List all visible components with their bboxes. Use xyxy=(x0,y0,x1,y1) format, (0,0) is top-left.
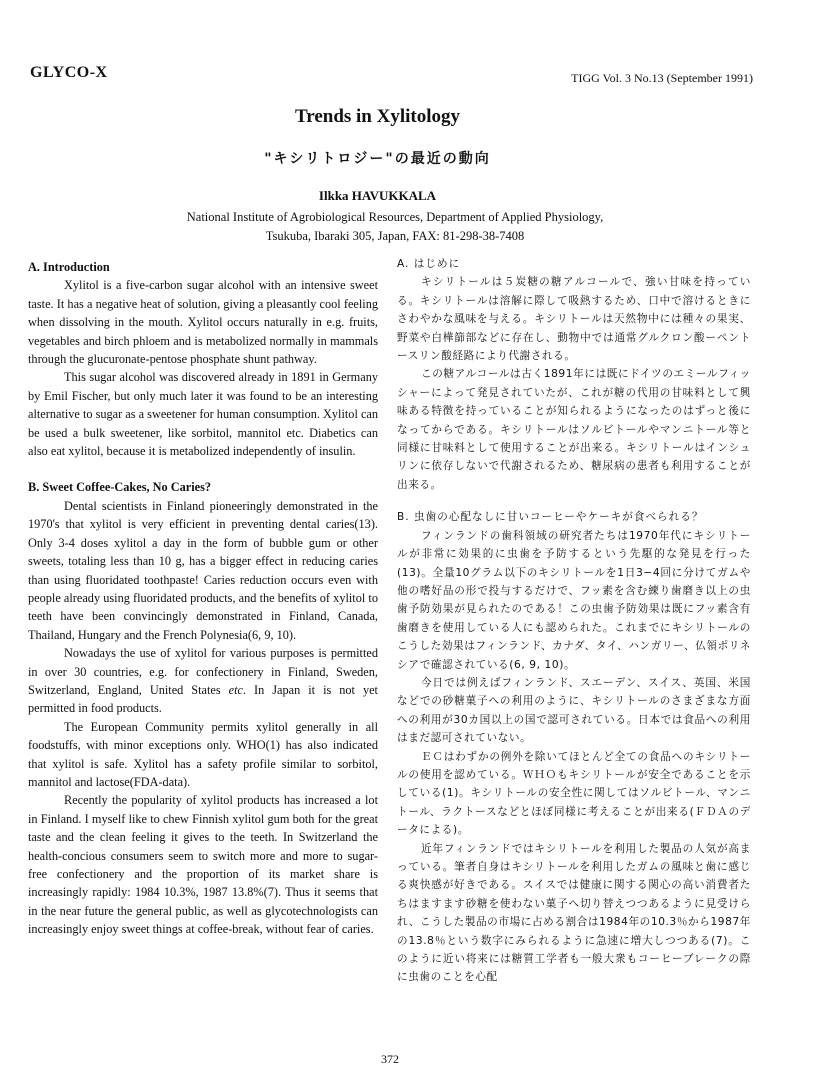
section-b-heading: B. Sweet Coffee-Cakes, No Caries? xyxy=(28,480,212,495)
section-a-heading-jp: A. はじめに xyxy=(397,258,461,270)
issue-info: TIGG Vol. 3 No.13 (September 1991) xyxy=(571,71,753,85)
paragraph: The European Community permits xylitol generally in all foodstuffs, with minor exceptions only. WHO(1) has also indicated that xylitol is safe. Xylitol has a safety profile similar to sorbitol, mannitol and lactose(FDA-data). xyxy=(28,719,378,789)
paragraph: This sugar alcohol was discovered already in 1891 in Germany by Emil Fischer, but only much later it was found to be an interesting alternative to sugar as a sweetener for human consumption. Xylitol can be used a bulk sweetener, like sorbitol, mannitol etc. Diabetics can also eat xylitol, because it is metabolized independently of insulin. xyxy=(28,370,379,459)
paragraph-jp: 近年フィンランドではキシリトールを利用した製品の人気が高まっている。筆者自身はキシリトールを利用したガムの風味と歯に感じる爽快感が好きである。スイスでは健康に関する関心の高い消費者たちはますます砂糖を使わない菓子へ切り替えつつあるように見受けられ、こうした製品の市場に占める割合は1984年の10.3％から1987年の13.8％という数字にみられるように急速に増大しつつある(7)。このように近い将来には糖質工学者も一般大衆もコーヒーブレークの際に虫歯のことを心配 xyxy=(397,842,751,984)
paragraph xyxy=(28,644,378,718)
paragraph-jp: キシリトールは５炭糖の糖アルコールで、強い甘味を持っている。キシリトールは溶解に際して吸熱するため、口中で溶けるときにさわやかな風味を与える。キシリトールは天然物中には種々の果実、野菜や白樺篩部などに存在し、動物中では通常グルクロン酸ーペントースリン酸経路により代謝される。 xyxy=(397,276,751,363)
article-title: Trends in Xylitology xyxy=(294,106,461,127)
english-column xyxy=(28,258,378,939)
author: Ilkka HAVUKKALA xyxy=(318,188,437,203)
affiliation xyxy=(0,208,790,246)
affiliation-line-2: Tsukuba, Ibaraki 305, Japan, FAX: 81-298-38-7408 xyxy=(265,229,525,243)
page-number: 372 xyxy=(381,1052,399,1066)
paragraph: Dental scientists in Finland pioneeringly demonstrated in the 1970's that xylitol is very efficient in preventing dental caries(13). Only 3-4 doses xylitol a day in the form of bubble gum or other sweets, totaling less than 10 g, has a bigger effect in reducing caries than using fluoridated toothpaste! Caries reduction occurs even with people already using fluoridated products, and the benefits of xylitol to teeth have been convincingly demonstrated in Finland, Canada, Thailand, Hungary and the French Polynesia(6, 9, 10). xyxy=(28,498,378,642)
paragraph-jp: 今日では例えばフィンランド、スエーデン、スイス、英国、米国などでの砂糖菓子への利用のように、キシリトールのさまざまな方面への利用が30カ国以上の国で認可されている。日本では食品への利用はまだ認可されていない。 xyxy=(397,676,751,745)
japanese-title: "キシリトロジー"の最近の動向 xyxy=(264,151,491,167)
section-gap xyxy=(397,494,751,508)
emphasis-etc: etc xyxy=(228,682,243,697)
journal-name: GLYCO-X xyxy=(30,64,108,81)
paragraph-text: Nowadays the use of xylitol for various purposes is permitted in over 30 countries, e.g. for confectionery in Finland, Sweden, Switzerland, England, United States xyxy=(28,646,378,697)
paragraph: Xylitol is a five-carbon sugar alcohol with an intensive sweet taste. It has a negative heat of solution, giving a pleasantly cool feeling when dissolving in the mouth. Xylitol occurs naturally in e.g. fruits, vegetables and birch phloem and is metabolized normally in mammals through the glucuronate-pentose phosphate shunt pathway. xyxy=(28,278,378,367)
paragraph: Recently the popularity of xylitol products has increased a lot in Finland. I myself like to chew Finnish xylitol gum both for the great taste and the clean feeling it gives to the teeth. In Switzerland the health-concious consumers seem to switch more and more to sugar-free confectionery and the proportion of its market share is increasingly rapidly: 1984 10.3%, 1987 13.8%(7). Thus it seems that in the near future the general public, as well as glycotechnologists can increasingly enjoy sweet things at coffee-break, without fear of caries. xyxy=(28,793,378,937)
paragraph-jp: この糖アルコールは古く1891年には既にドイツのエミールフィッシャーによって発見されていたが、これが糖の代用の甘味料として興味ある特徴を持っていることが知られるようになったのはずっと後になってからである。キシリトールはソルビトールやマンニトール等と同様に甘味料として使用することが出来る。キシリトールはインシュリンに依存しないで代謝されるため、糖尿病の患者も利用することが出来る。 xyxy=(397,368,751,491)
section-gap xyxy=(28,460,378,478)
paragraph-jp: ＥＣはわずかの例外を除いてほとんど全ての食品へのキシリトールの使用を認めている。ＷＨＯもキシリトールが安全であることを示している(1)。キシリトールの安全性に関してはソルビトール、マンニトール、ラクトースなどとほぼ同様に考えることが出来る(ＦＤＡのデータによる)。 xyxy=(397,750,751,837)
paragraph-text: . In Japan it is not yet permitted in food products. xyxy=(28,682,378,716)
section-a-heading: A. Introduction xyxy=(28,260,110,274)
japanese-column xyxy=(397,255,751,987)
affiliation-line-1: National Institute of Agrobiological Resources, Department of Applied Physiology, xyxy=(186,210,604,224)
paragraph-jp: フィンランドの歯科領域の研究者たちは1970年代にキシリトールが非常に効果的に虫歯を予防するという先駆的な発見を行った(13)。全量10グラム以下のキシリトールを1日3−4回に分けてガムや他の嗜好品の形で投与するだけで、フッ素を含む練り歯磨き以上の虫歯予防効果が見られたのである！この虫歯予防効果は既にフッ素含有歯磨きを使用している人にも認められた。これまでにキシリトールのこうした効果はフィンランド、カナダ、タイ、ハンガリー、仏領ポリネシアで確認されている(6, 9, 10)。 xyxy=(397,529,751,671)
section-b-heading-jp: B. 虫歯の心配なしに甘いコーヒーやケーキが食べられる？ xyxy=(397,511,704,524)
